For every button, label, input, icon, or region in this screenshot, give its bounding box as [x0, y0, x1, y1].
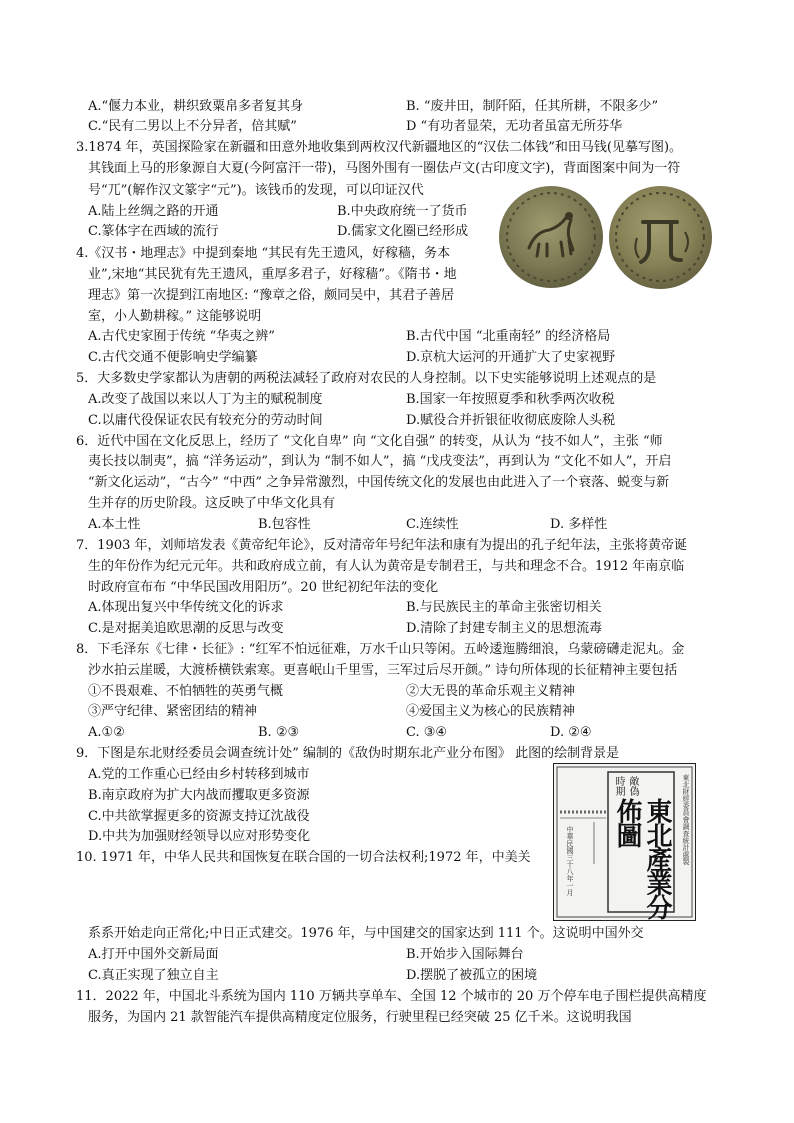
q2-option-a: A.“偃力本业，耕织致粟帛多者复其身	[88, 99, 304, 114]
q9-option-b: B.南京政府为扩大内战而攫取更多资源	[88, 788, 310, 803]
coin-front-image	[499, 186, 603, 288]
q8-option-b: B. ②③	[258, 725, 300, 740]
q11-stem-line1: 11．2022 年，中国北斗系统为国内 110 万辆共享单车、全国 12 个城市的 20 万个停车电子围栏提供高精度	[76, 989, 707, 1004]
q4-stem-line3: 理志》第一次提到江南地区: “豫章之俗，颇同吴中，其君子善居	[88, 288, 455, 303]
q5-stem-line1: 5．大多数史学家都认为唐朝的两税法减轻了政府对农民的人身控制。以下史实能够说明上述观点的是	[76, 371, 657, 386]
q5-option-d: D.赋役合并折银征收彻底废除人头税	[406, 413, 616, 428]
q7-stem-line3: 时政府宣布布 “中华民国改用阳历”。20 世纪初纪年法的变化	[88, 580, 439, 595]
q7-option-c: C.是对据美追欧思潮的反思与改变	[88, 621, 284, 636]
q8-option-d: D. ②④	[550, 725, 592, 740]
industry-map-poster-image	[553, 763, 696, 921]
q9-option-c: C.中共欲掌握更多的资源支持辽沈战役	[88, 809, 310, 824]
q8-item-2: ②大无畏的革命乐观主义精神	[406, 684, 576, 699]
q7-stem-line2: 生的年份作为纪元元年。共和政府成立前，有人认为黄帝是专制君王，与共和理念不合。1912 年南京临	[88, 559, 685, 574]
q8-stem-line1: 8．下毛泽东《七律・长征》: “红军不怕远征难，万水千山只等闲。五岭逶迤腾细浪，乌蒙磅礴走泥丸。金	[76, 642, 685, 657]
q6-option-a: A.本土性	[88, 517, 141, 532]
q5-option-c: C.以庸代役保证农民有较充分的劳动时间	[88, 413, 323, 428]
q3-option-b: B.中央政府统一了货币	[337, 204, 468, 219]
coin-back-image	[609, 186, 712, 289]
q6-option-c: C.连续性	[406, 517, 459, 532]
q4-stem-line4: 室，小人勤耕稼。” 这能够说明	[88, 309, 262, 324]
poster-date: 中華民國三十八年一月	[566, 826, 574, 896]
q3-option-c: C.篆体字在西域的流行	[88, 224, 219, 239]
q8-item-1: ①不畏艰难、不怕牺牲的英勇气概	[88, 684, 284, 699]
q6-stem-line3: “新文化运动”，“古今” “中西” 之争异常激烈，中国传统文化的发展也由此进入了一个衰落、蜕变与新	[88, 475, 670, 490]
poster-side-label-1: 時期	[613, 776, 624, 796]
q10-stem-line1: 10. 1971 年，中华人民共和国恢复在联合国的一切合法权利;1972 年，中美关	[76, 850, 531, 865]
q8-option-a: A.①②	[88, 725, 125, 740]
q11-stem-line2: 服务，为国内 21 款智能汽车提供高精度定位服务，行驶里程已经突破 25 亿千米。这说明我国	[88, 1010, 632, 1025]
q7-option-b: B.与民族民主的革命主张密切相关	[406, 600, 602, 615]
q7-stem-line1: 7．1903 年，刘师培发表《黄帝纪年论》，反对清帝年号纪年法和康有为提出的孔子纪年法，主张将黄帝诞	[76, 538, 687, 553]
q8-stem-line2: 沙水拍云崖暖，大渡桥横铁索寒。更喜岷山千里雪，三军过后尽开颜。” 诗句所体现的长征精神主要包括	[88, 663, 678, 678]
q2-option-d: D “有功者显荣，无功者虽富无所芬华	[406, 119, 623, 134]
poster-publisher-note: 東北財經委員會調查統計處製	[682, 774, 690, 865]
q10-option-c: C.真正实现了独立自主	[88, 968, 219, 983]
q2-option-b: B. “废井田，制阡陌，任其所耕，不限多少”	[406, 99, 659, 114]
q10-option-d: D.摆脱了被孤立的困境	[406, 968, 538, 983]
q6-option-b: B.包容性	[258, 517, 311, 532]
q10-stem-line2: 系系开始走向正常化;中日正式建交。1976 年，与中国建交的国家达到 111 个。这说明中国外交	[88, 926, 644, 941]
q3-option-d: D.儒家文化圈已经形成	[337, 224, 469, 239]
q10-option-a: A.打开中国外交新局面	[88, 947, 219, 962]
q8-item-3: ③严守纪律、紧密团结的精神	[88, 704, 258, 719]
q2-option-c: C.“民有二男以上不分异者，倍其赋”	[88, 119, 297, 134]
q9-option-a: A.党的工作重心已经由乡村转移到城市	[88, 767, 310, 782]
q7-option-d: D.清除了封建专制主义的思想流毒	[406, 621, 603, 636]
q4-option-b: B.古代中国 “北重南轻” 的经济格局	[406, 329, 611, 344]
q4-option-d: D.京杭大运河的开通扩大了史家视野	[406, 350, 616, 365]
q3-stem-line2: 其钱面上马的形象源自大夏(今阿富汗一带)，马图外围有一圈佉卢文(古印度文字)，背面图案中间为一符	[88, 161, 681, 176]
q6-stem-line2: 夷长技以制夷”，搞 “洋务运动”，到认为 “制不如人”，搞 “戊戌变法”，再到认为 “文化不如人”，开启	[88, 454, 672, 469]
q4-option-a: A.古代史家囿于传统 “华夷之辨”	[88, 329, 275, 344]
q5-option-a: A.改变了战国以来以人丁为主的赋税制度	[88, 392, 323, 407]
q7-option-a: A.体现出复兴中华传统文化的诉求	[88, 600, 284, 615]
q5-option-b: B.国家一年按照夏季和秋季两次收税	[406, 392, 615, 407]
poster-side-label-2: 敵偽	[627, 776, 638, 796]
q6-stem-line4: 生并存的历史阶段。这反映了中华文化具有	[88, 496, 336, 511]
q3-stem-line1: 3.1874 年，英国探险家在新疆和田意外地收集到两枚汉代新疆地区的“汉佉二体钱”和田马钱(见摹写图)。	[76, 140, 683, 155]
q4-stem-line1: 4.《汉书・地理志》中提到秦地 “其民有先王遗风，好稼穑，务本	[76, 246, 451, 261]
q4-option-c: C.古代交通不便影响史学编纂	[88, 350, 258, 365]
q3-stem-line3: 号“兀”(解作汉文篆字“元”)。该钱币的发现，可以印证汉代	[88, 183, 424, 198]
q9-option-d: D.中共为加强财经领导以应对形势变化	[88, 829, 311, 844]
q3-option-a: A.陆上丝绸之路的开通	[88, 204, 219, 219]
q6-option-d: D. 多样性	[550, 517, 608, 532]
q8-item-4: ④爱国主义为核心的民族精神	[406, 704, 576, 719]
q9-stem-line1: 9．下图是东北财经委员会调查统计处” 编制的《敌伪时期东北产业分布图》 此图的绘制背景是	[76, 746, 620, 761]
q4-stem-line2: 业”,宋地“其民犹有先王遗风，重厚多君子，好稼穑”。《隋书・地	[88, 267, 457, 282]
q6-stem-line1: 6．近代中国在文化反思上，经历了 “文化自卑” 向 “文化自强” 的转变，从认为 “技不如人”，主张 “师	[76, 434, 663, 449]
q8-option-c: C. ③④	[406, 725, 448, 740]
q10-option-b: B.开始步入国际舞台	[406, 947, 524, 962]
poster-title: 東北產業分佈圖	[612, 798, 672, 918]
